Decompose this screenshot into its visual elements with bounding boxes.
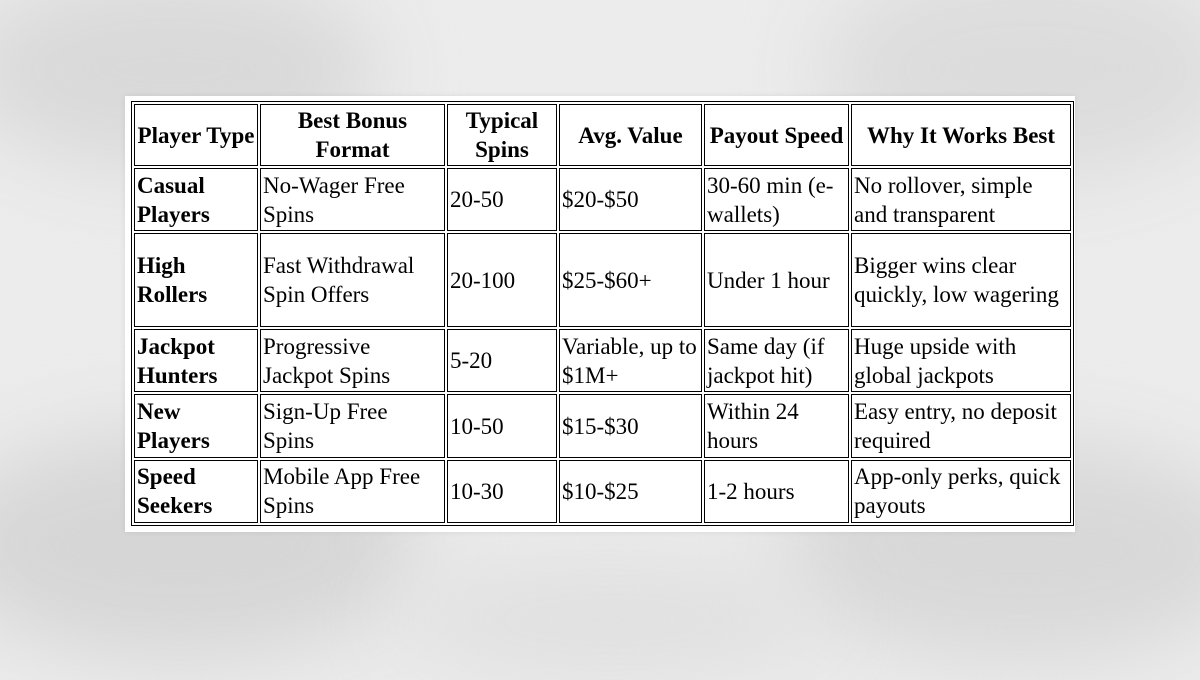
cell-avg-value: $10-$25	[559, 460, 702, 523]
cell-payout-speed: Same day (if jackpot hit)	[704, 329, 849, 392]
cell-bonus-format: No-Wager Free Spins	[260, 168, 445, 231]
cell-why-it-works: No rollover, simple and transparent	[851, 168, 1071, 231]
cell-player-type: New Players	[134, 394, 258, 457]
header-why-it-works-best: Why It Works Best	[851, 104, 1071, 166]
cell-bonus-format: Progressive Jackpot Spins	[260, 329, 445, 392]
table-row	[134, 329, 1071, 392]
cell-avg-value: Variable, up to $1M+	[559, 329, 702, 392]
header-typical-spins: Typical Spins	[447, 104, 557, 166]
cell-avg-value: $25-$60+	[559, 233, 702, 327]
table-panel	[125, 96, 1075, 532]
cell-payout-speed: Under 1 hour	[704, 233, 849, 327]
cell-typical-spins: 5-20	[447, 329, 557, 392]
cell-bonus-format: Fast Withdrawal Spin Offers	[260, 233, 445, 327]
header-best-bonus-format: Best Bonus Format	[260, 104, 445, 166]
table-row	[134, 394, 1071, 457]
header-payout-speed: Payout Speed	[704, 104, 849, 166]
cell-bonus-format: Sign-Up Free Spins	[260, 394, 445, 457]
header-player-type: Player Type	[134, 104, 258, 166]
cell-avg-value: $15-$30	[559, 394, 702, 457]
cell-bonus-format: Mobile App Free Spins	[260, 460, 445, 523]
cell-typical-spins: 10-30	[447, 460, 557, 523]
cell-typical-spins: 20-50	[447, 168, 557, 231]
cell-player-type: Jackpot Hunters	[134, 329, 258, 392]
cell-why-it-works: Easy entry, no deposit required	[851, 394, 1071, 457]
cell-typical-spins: 20-100	[447, 233, 557, 327]
cell-why-it-works: App-only perks, quick payouts	[851, 460, 1071, 523]
cell-why-it-works: Huge upside with global jackpots	[851, 329, 1071, 392]
table-row	[134, 233, 1071, 327]
cell-player-type: Speed Seekers	[134, 460, 258, 523]
cell-player-type: High Rollers	[134, 233, 258, 327]
cell-typical-spins: 10-50	[447, 394, 557, 457]
table-header-row	[134, 104, 1071, 166]
background-blur-shape	[400, 560, 820, 680]
header-avg-value: Avg. Value	[559, 104, 702, 166]
table-row	[134, 460, 1071, 523]
cell-payout-speed: Within 24 hours	[704, 394, 849, 457]
table-row	[134, 168, 1071, 231]
cell-payout-speed: 30-60 min (e-wallets)	[704, 168, 849, 231]
cell-why-it-works: Bigger wins clear quickly, low wagering	[851, 233, 1071, 327]
bonus-comparison-table	[131, 101, 1074, 526]
cell-avg-value: $20-$50	[559, 168, 702, 231]
cell-player-type: Casual Players	[134, 168, 258, 231]
cell-payout-speed: 1-2 hours	[704, 460, 849, 523]
